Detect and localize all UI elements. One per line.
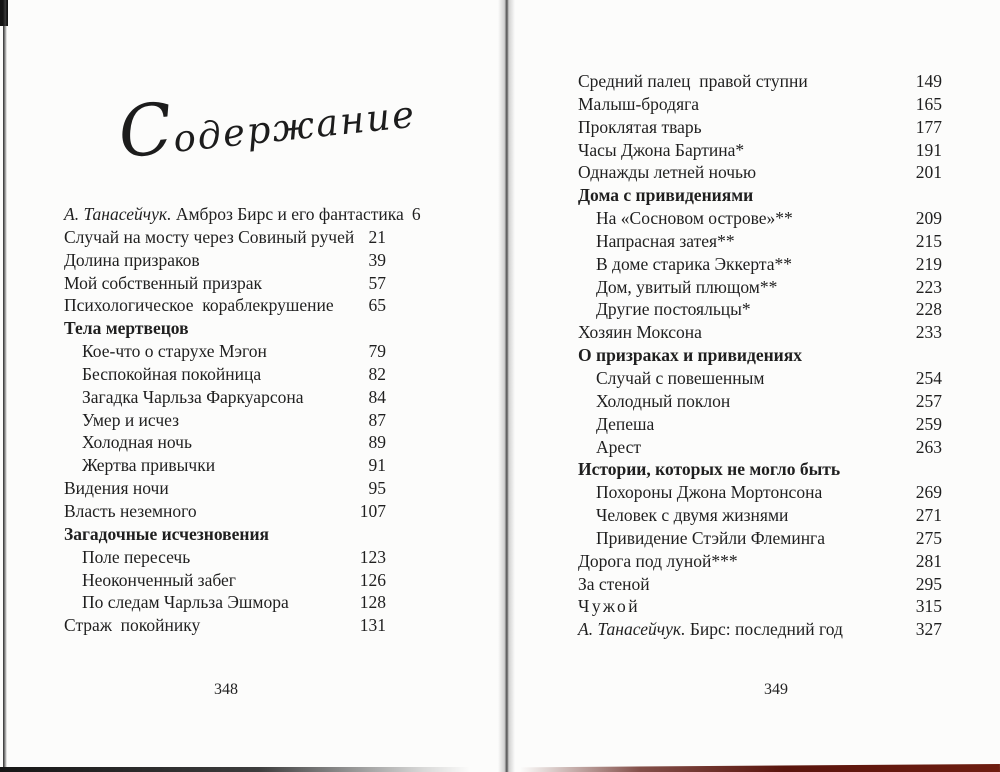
toc-entry-page-number: 233 <box>915 322 942 343</box>
toc-entry <box>64 431 386 454</box>
toc-entry <box>578 504 942 527</box>
toc-entry-title: Однажды летней ночью <box>578 162 757 183</box>
toc-entry <box>578 184 942 207</box>
toc-entry-page-number: 275 <box>915 527 942 548</box>
toc-entry <box>578 70 942 93</box>
toc-entry-title: Холодная ночь <box>82 432 192 453</box>
toc-entry <box>64 454 386 477</box>
toc-entry <box>578 527 942 550</box>
toc-entry-title: Депеша <box>596 413 655 434</box>
page-gutter-shadow <box>498 0 515 772</box>
toc-entry-title: В доме старика Эккерта** <box>596 253 793 274</box>
toc-entry-page-number: 254 <box>915 367 942 388</box>
book-cover-edge-bottom-right <box>520 764 1000 772</box>
toc-entry <box>64 546 386 569</box>
toc-entry-page-number: 228 <box>915 299 942 320</box>
scan-edge-bottom-left <box>0 767 470 772</box>
toc-entry-page-number: 281 <box>915 550 942 571</box>
toc-entry-title: О призраках и привидениях <box>578 345 802 366</box>
toc-entry-page-number: 89 <box>368 432 386 453</box>
toc-entry-page-number: 57 <box>368 272 386 293</box>
toc-entry-title: Долина призраков <box>64 249 200 270</box>
toc-entry <box>64 591 386 614</box>
toc-entry <box>578 139 942 162</box>
toc-entry-page-number: 149 <box>915 71 942 91</box>
left-page-number: 348 <box>214 681 238 698</box>
toc-right-column <box>578 70 942 641</box>
toc-entry <box>578 458 942 481</box>
toc-entry-page-number: 84 <box>368 386 386 407</box>
toc-entry <box>64 477 386 500</box>
toc-entry-title: Психологическое кораблекрушение <box>64 295 334 316</box>
toc-entry-page-number: 215 <box>915 230 942 251</box>
toc-entry <box>578 276 942 299</box>
toc-entry-page-number: 131 <box>359 615 386 636</box>
toc-entry-page-number: 219 <box>915 253 942 274</box>
toc-entry-title: Мой собственный призрак <box>64 272 263 293</box>
toc-entry-title: А. Танасейчук. Бирс: последний год <box>578 619 843 640</box>
toc-entry <box>578 573 942 596</box>
toc-entry-page-number: 6 <box>411 204 421 224</box>
toc-entry-page-number: 223 <box>915 276 942 297</box>
toc-entry <box>64 272 386 295</box>
toc-entry-title: Тела мертвецов <box>64 318 189 339</box>
toc-entry <box>64 614 386 637</box>
toc-entry <box>64 386 386 409</box>
toc-entry <box>578 321 942 344</box>
toc-entry-title: Видения ночи <box>64 478 169 499</box>
toc-entry <box>64 294 386 317</box>
toc-entry-title: Другие постояльцы* <box>596 299 751 320</box>
toc-entry-page-number: 21 <box>368 226 386 247</box>
toc-entry-page-number: 177 <box>915 116 942 137</box>
toc-entry-page-number: 257 <box>915 390 942 411</box>
toc-entry <box>64 500 386 523</box>
toc-entry-page-number: 263 <box>915 436 942 457</box>
toc-entry-author-prefix: А. Танасейчук. <box>64 204 176 224</box>
toc-entry-title: Чужой <box>578 596 641 617</box>
toc-entry-page-number: 327 <box>915 619 942 640</box>
toc-left-column <box>64 203 421 637</box>
toc-entry-title: Загадочные исчезновения <box>64 523 270 544</box>
toc-entry-page-number: 107 <box>359 500 386 521</box>
toc-entry-page-number: 165 <box>915 93 942 114</box>
toc-entry-page-number: 128 <box>359 592 386 613</box>
toc-entry <box>578 618 942 641</box>
toc-entry <box>578 93 942 116</box>
toc-entry-title: Умер и исчез <box>82 409 180 430</box>
toc-entry-page-number: 201 <box>915 162 942 183</box>
toc-entry-page-number: 209 <box>915 208 942 229</box>
toc-entry-title: Поле пересечь <box>82 546 191 567</box>
toc-entry-title: Власть неземного <box>64 500 197 521</box>
toc-entry-title: На «Сосновом острове»** <box>596 208 793 229</box>
toc-entry-title: Случай на мосту через Совиный ручей <box>64 226 355 247</box>
toc-entry-title: Дом, увитый плющом** <box>596 276 778 297</box>
toc-entry-title: Жертва привычки <box>82 455 216 476</box>
toc-entry-page-number: 82 <box>368 363 386 384</box>
toc-entry-title: Похороны Джона Мортонсона <box>596 482 823 503</box>
toc-entry <box>64 409 386 432</box>
toc-entry-title: Часы Джона Бартина* <box>578 139 745 160</box>
toc-entry-title: Напрасная затея** <box>596 230 735 251</box>
toc-entry-title: Холодный поклон <box>596 390 731 411</box>
toc-entry-title: Страж покойнику <box>64 615 201 636</box>
toc-entry <box>578 253 942 276</box>
toc-entry <box>64 569 386 592</box>
toc-entry <box>578 116 942 139</box>
toc-entry-page-number: 271 <box>915 505 942 526</box>
toc-entry-title: А. Танасейчук. Амброз Бирс и его фантастика <box>64 204 404 224</box>
toc-entry <box>578 595 942 618</box>
toc-entry-title: За стеной <box>578 573 650 594</box>
toc-entry-page-number: 123 <box>359 546 386 567</box>
toc-entry-title: Беспокойная покойница <box>82 363 262 384</box>
toc-entry-title: Истории, которых не могло быть <box>578 459 841 480</box>
toc-entry-author-prefix: А. Танасейчук. <box>578 619 690 640</box>
toc-entry-page-number: 295 <box>915 573 942 594</box>
toc-entry-title: Неоконченный забег <box>82 569 236 590</box>
toc-entry <box>64 249 386 272</box>
toc-entry <box>578 390 942 413</box>
toc-entry <box>578 481 942 504</box>
toc-entry <box>578 230 942 253</box>
toc-entry <box>578 298 942 321</box>
toc-entry <box>578 413 942 436</box>
toc-entry-title: Загадка Чарльза Фаркуарсона <box>82 386 304 407</box>
toc-entry-title: Привидение Стэйли Флеминга <box>596 527 826 548</box>
toc-entry <box>64 340 386 363</box>
toc-entry-title: Хозяин Моксона <box>578 322 702 343</box>
toc-entry-page-number: 269 <box>915 482 942 503</box>
toc-entry-title: Арест <box>596 436 642 457</box>
toc-entry <box>578 161 942 184</box>
toc-entry <box>578 367 942 390</box>
toc-entry-page-number: 91 <box>368 455 386 476</box>
toc-entry-title: Малыш-бродяга <box>578 93 700 114</box>
toc-entry-page-number: 259 <box>915 413 942 434</box>
toc-entry-title: Человек с двумя жизнями <box>596 505 789 526</box>
toc-entry <box>64 203 421 226</box>
toc-entry <box>64 523 386 546</box>
toc-entry-title: Средний палец правой ступни <box>578 71 808 91</box>
right-page-number: 349 <box>764 681 788 698</box>
contents-heading: Содержание <box>114 87 418 175</box>
toc-entry-page-number: 39 <box>368 249 386 270</box>
toc-entry-title: Дома с привидениями <box>578 185 754 206</box>
toc-entry-page-number: 126 <box>359 569 386 590</box>
toc-entry <box>64 317 386 340</box>
toc-entry <box>578 344 942 367</box>
toc-entry <box>578 436 942 459</box>
toc-entry-title: Проклятая тварь <box>578 116 702 137</box>
toc-entry-title: Случай с повешенным <box>596 367 765 388</box>
toc-entry-page-number: 315 <box>915 596 942 617</box>
toc-entry <box>64 226 386 249</box>
toc-entry <box>64 363 386 386</box>
toc-entry <box>578 550 942 573</box>
scan-edge-left <box>3 0 7 772</box>
toc-entry-page-number: 79 <box>368 341 386 362</box>
toc-entry-title: Дорога под луной*** <box>578 550 738 571</box>
toc-entry-page-number: 95 <box>368 478 386 499</box>
toc-entry-page-number: 87 <box>368 409 386 430</box>
toc-entry-title: Кое-что о старухе Мэгон <box>82 341 267 362</box>
toc-entry-page-number: 191 <box>915 139 942 160</box>
toc-entry <box>578 207 942 230</box>
toc-entry-page-number: 65 <box>368 295 386 316</box>
toc-entry-title: По следам Чарльза Эшмора <box>82 592 289 613</box>
